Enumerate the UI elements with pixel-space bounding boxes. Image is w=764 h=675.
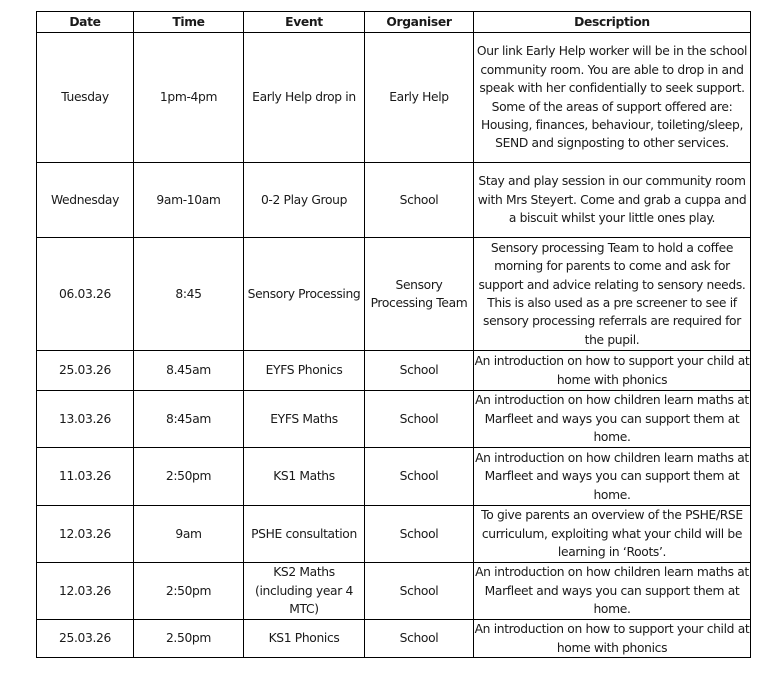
table-row xyxy=(37,563,751,620)
events-table xyxy=(36,11,751,658)
cell-event: PSHE consultation xyxy=(244,506,365,563)
header-description: Description xyxy=(474,12,751,33)
cell-organiser: School xyxy=(365,391,474,448)
cell-date: 12.03.26 xyxy=(37,506,134,563)
cell-date: 06.03.26 xyxy=(37,238,134,351)
cell-organiser: School xyxy=(365,163,474,238)
cell-event: EYFS Maths xyxy=(244,391,365,448)
cell-date: 11.03.26 xyxy=(37,448,134,506)
cell-time: 1pm-4pm xyxy=(134,33,244,163)
cell-date: Wednesday xyxy=(37,163,134,238)
cell-description: An introduction on how to support your child at home with phonics xyxy=(474,351,751,391)
cell-time: 8:45am xyxy=(134,391,244,448)
cell-event: 0-2 Play Group xyxy=(244,163,365,238)
cell-description: An introduction on how children learn maths at Marfleet and ways you can support them at home. xyxy=(474,391,751,448)
table-row xyxy=(37,391,751,448)
cell-event: EYFS Phonics xyxy=(244,351,365,391)
cell-organiser: Early Help xyxy=(365,33,474,163)
cell-time: 2.50pm xyxy=(134,620,244,658)
cell-organiser: School xyxy=(365,620,474,658)
cell-event: KS1 Phonics xyxy=(244,620,365,658)
table-row xyxy=(37,506,751,563)
cell-date: 13.03.26 xyxy=(37,391,134,448)
header-organiser: Organiser xyxy=(365,12,474,33)
cell-date: 25.03.26 xyxy=(37,351,134,391)
table-row xyxy=(37,238,751,351)
header-time: Time xyxy=(134,12,244,33)
cell-organiser: School xyxy=(365,563,474,620)
cell-time: 8.45am xyxy=(134,351,244,391)
cell-description: Sensory processing Team to hold a coffee morning for parents to come and ask for support and advice relating to sensory needs. This is also used as a pre screener to see if sensory processing referrals are required for the pupil. xyxy=(474,238,751,351)
cell-event: Early Help drop in xyxy=(244,33,365,163)
table-row xyxy=(37,163,751,238)
cell-description: Our link Early Help worker will be in the school community room. You are able to drop in and speak with her confidentially to seek support. Some of the areas of support offered are: Housing, finances, behaviour, toileting/sleep, SEND and signposting to other services. xyxy=(474,33,751,163)
header-event: Event xyxy=(244,12,365,33)
cell-time: 9am-10am xyxy=(134,163,244,238)
cell-event: Sensory Processing xyxy=(244,238,365,351)
cell-time: 2:50pm xyxy=(134,448,244,506)
table-row xyxy=(37,33,751,163)
cell-time: 2:50pm xyxy=(134,563,244,620)
cell-organiser: School xyxy=(365,448,474,506)
cell-date: 25.03.26 xyxy=(37,620,134,658)
cell-description: An introduction on how children learn maths at Marfleet and ways you can support them at home. xyxy=(474,563,751,620)
cell-event: KS2 Maths (including year 4 MTC) xyxy=(244,563,365,620)
cell-date: Tuesday xyxy=(37,33,134,163)
table-header-row xyxy=(37,12,751,33)
cell-event: KS1 Maths xyxy=(244,448,365,506)
cell-time: 9am xyxy=(134,506,244,563)
cell-organiser: School xyxy=(365,506,474,563)
header-date: Date xyxy=(37,12,134,33)
table-row xyxy=(37,620,751,658)
cell-date: 12.03.26 xyxy=(37,563,134,620)
cell-description: To give parents an overview of the PSHE/RSE curriculum, exploiting what your child will be learning in ‘Roots’. xyxy=(474,506,751,563)
cell-description: Stay and play session in our community room with Mrs Steyert. Come and grab a cuppa and a biscuit whilst your little ones play. xyxy=(474,163,751,238)
cell-description: An introduction on how children learn maths at Marfleet and ways you can support them at home. xyxy=(474,448,751,506)
cell-description: An introduction on how to support your child at home with phonics xyxy=(474,620,751,658)
cell-organiser: Sensory Processing Team xyxy=(365,238,474,351)
cell-time: 8:45 xyxy=(134,238,244,351)
cell-organiser: School xyxy=(365,351,474,391)
table-row xyxy=(37,351,751,391)
table-row xyxy=(37,448,751,506)
